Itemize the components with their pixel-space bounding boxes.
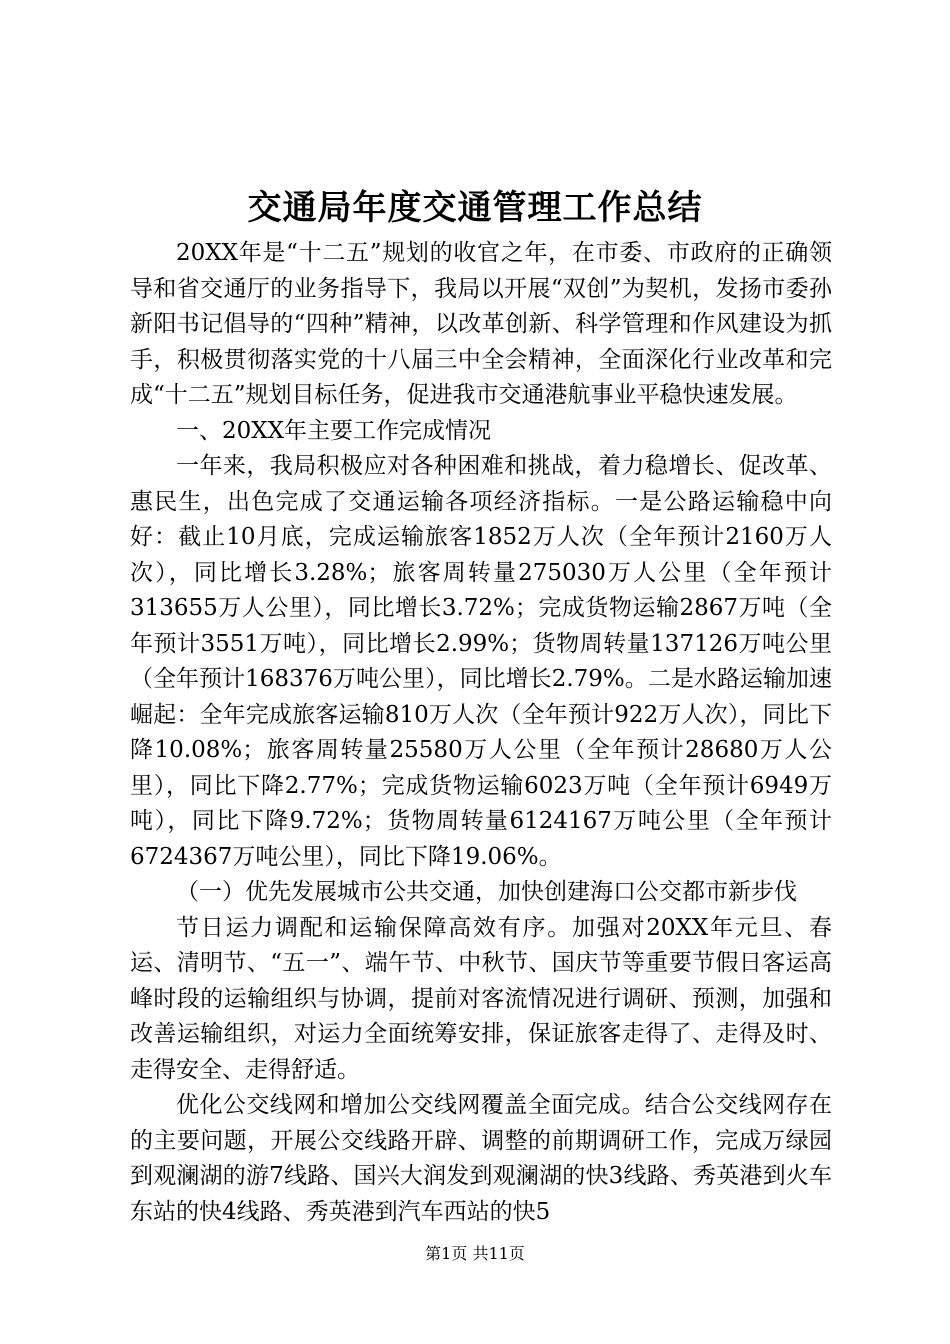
document-body [130, 236, 832, 1230]
document-title: 交通局年度交通管理工作总结 [247, 188, 703, 228]
paragraph-intro: 20XX年是“十二五”规划的收官之年，在市委、市政府的正确领导和省交通厅的业务指导下，我局以开展“双创”为契机，发扬市委孙新阳书记倡导的“四种”精神，以改革创新、科学管理和作风建设为抓手，积极贯彻落实党的十八届三中全会精神，全面深化行业改革和完成“十二五”规划目标任务，促进我市交通港航事业平稳快速发展。 [130, 240, 832, 408]
subsection-heading: （一）优先发展城市公共交通，加快创建海口公交都市新步伐 [176, 879, 797, 905]
page-footer: 第1页 共11页 [425, 1244, 525, 1263]
paragraph-statistics: 一年来，我局积极应对各种困难和挑战，着力稳增长、促改革、惠民生，出色完成了交通运输各项经济指标。一是公路运输稳中向好：截止10月底，完成运输旅客1852万人次（全年预计2160万人次），同比增长3.28%；旅客周转量275030万人公里（全年预计313655万人公里），同比增长3.72%；完成货物运输2867万吨（全年预计3551万吨），同比增长2.99%；货物周转量137126万吨公里（全年预计168376万吨公里），同比增长2.79%。二是水路运输加速崛起：全年完成旅客运输810万人次（全年预计922万人次），同比下降10.08%；旅客周转量25580万人公里（全年预计28680万人公里），同比下降2.77%；完成货物运输6023万吨（全年预计6949万吨），同比下降9.72%；货物周转量6124167万吨公里（全年预计6724367万吨公里），同比下降19.06%。 [130, 453, 832, 870]
paragraph-bus-network: 优化公交线网和增加公交线网覆盖全面完成。结合公交线网存在的主要问题，开展公交线路开辟、调整的前期调研工作，完成万绿园到观澜湖的游7线路、国兴大润发到观澜湖的快3线路、秀英港到火车东站的快4线路、秀英港到汽车西站的快5 [130, 1092, 832, 1225]
paragraph-holiday-transport: 节日运力调配和运输保障高效有序。加强对20XX年元旦、春运、清明节、“五一”、端午节、中秋节、国庆节等重要节假日客运高峰时段的运输组织与协调，提前对客流情况进行调研、预测，加强和改善运输组织，对运力全面统筹安排，保证旅客走得了、走得及时、走得安全、走得舒适。 [130, 914, 832, 1083]
section-heading: 一、20XX年主要工作完成情况 [176, 417, 492, 444]
